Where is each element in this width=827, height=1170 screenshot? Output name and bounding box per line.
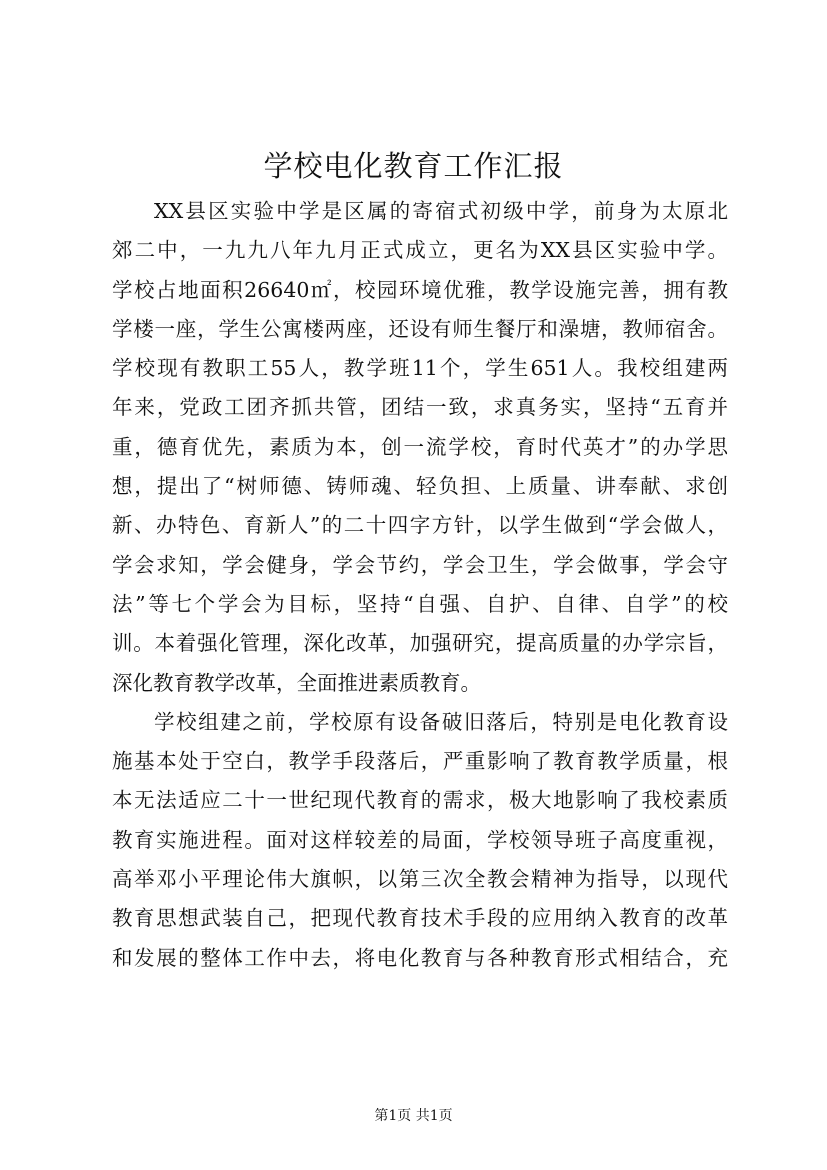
text-line: 年来，党政工团齐抓共管，团结一致，求真务实，坚持“五育并 <box>112 395 728 420</box>
document-title: 学校电化教育工作汇报 <box>263 149 564 183</box>
text-line: 高举邓小平理论伟大旗帜，以第三次全教会精神为指导，以现代 <box>112 867 728 892</box>
text-line: 郊二中，一九九八年九月正式成立，更名为XX县区实验中学。 <box>112 238 728 263</box>
text-line: 学校占地面积26640㎡，校园环境优雅，教学设施完善，拥有教 <box>112 277 728 302</box>
text-line: 本无法适应二十一世纪现代教育的需求，极大地影响了我校素质 <box>112 788 728 813</box>
paragraph-2 <box>112 703 728 978</box>
text-line: 学校组建之前，学校原有设备破旧落后，特别是电化教育设 <box>154 709 728 734</box>
text-line: XX县区实验中学是区属的寄宿式初级中学，前身为太原北 <box>154 199 728 223</box>
text-line: 训。本着强化管理，深化改革，加强研究，提高质量的办学宗旨， <box>112 631 728 656</box>
text-line: 学校现有教职工55人，教学班11个，学生651人。我校组建两 <box>112 356 728 381</box>
text-line: 深化教育教学改革，全面推进素质教育。 <box>112 670 481 695</box>
text-line: 教育思想武装自己，把现代教育技术手段的应用纳入教育的改革 <box>112 906 728 931</box>
text-line: 学楼一座，学生公寓楼两座，还设有师生餐厅和澡塘，教师宿舍。 <box>112 316 728 341</box>
text-line: 施基本处于空白，教学手段落后，严重影响了教育教学质量，根 <box>112 749 728 774</box>
text-line: 重，德育优先，素质为本，创一流学校，育时代英才”的办学思 <box>112 434 728 459</box>
text-line: 想，提出了“树师德、铸师魂、轻负担、上质量、讲奉献、求创 <box>112 474 728 499</box>
document-body <box>112 192 728 978</box>
page-footer: 第1页 共1页 <box>374 1108 453 1124</box>
text-line: 学会求知，学会健身，学会节约，学会卫生，学会做事，学会守 <box>112 552 728 577</box>
text-line: 教育实施进程。面对这样较差的局面，学校领导班子高度重视， <box>112 827 728 852</box>
text-line: 新、办特色、育新人”的二十四字方针，以学生做到“学会做人， <box>112 513 728 538</box>
text-line: 法”等七个学会为目标，坚持“自强、自护、自律、自学”的校 <box>112 591 728 616</box>
paragraph-1 <box>112 192 728 703</box>
text-line: 和发展的整体工作中去，将电化教育与各种教育形式相结合，充 <box>112 945 728 970</box>
